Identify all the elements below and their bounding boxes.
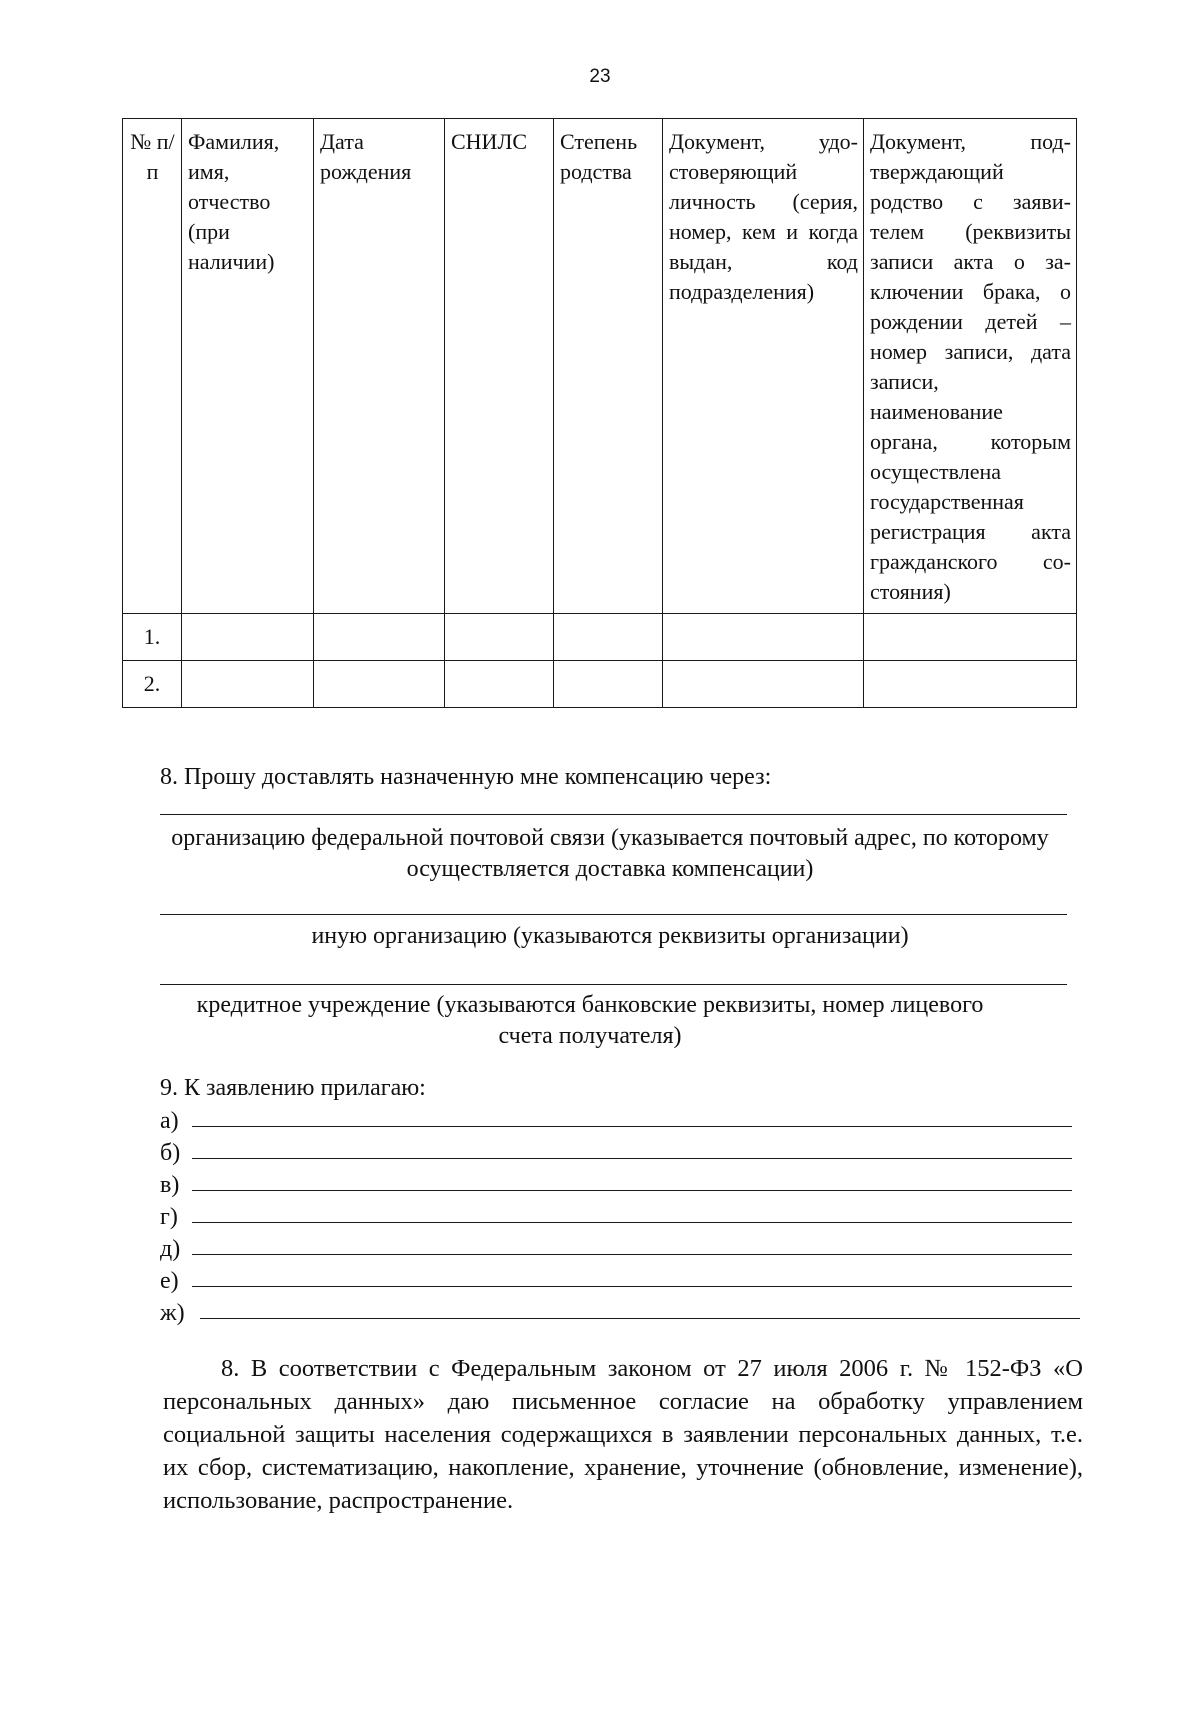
table-row xyxy=(123,614,1077,661)
attachment-label: д) xyxy=(160,1236,181,1262)
header-full-name: Фамилия, имя, отчество (при наличии) xyxy=(182,119,314,614)
page-number: 23 xyxy=(589,66,611,87)
bank-option-caption: кредитное учреждение (указываются банковские реквизиты, номер лицевого счета получателя) xyxy=(196,992,984,1049)
header-birth-date: Дата рождения xyxy=(314,119,445,614)
attachment-line[interactable] xyxy=(192,1126,1072,1127)
row-number: 1. xyxy=(123,614,182,661)
cell-snils[interactable] xyxy=(445,661,554,708)
attachment-line[interactable] xyxy=(192,1286,1072,1287)
attachment-label: ж) xyxy=(160,1300,185,1326)
cell-kinship-document[interactable] xyxy=(864,614,1077,661)
delivery-intro: 8. Прошу доставлять назначенную мне компенсацию через: xyxy=(160,764,772,790)
consent-paragraph: 8. В соответствии с Федеральным законом от 27 июля 2006 г. № 152-ФЗ «О персональных данных» даю письменное согласие на обработку управлением социальной защиты населения содержащихся в заявлении персональных данных, т.е. их сбор, систематизацию, накопление, хранение, уточнение (обновление, изменение), использование, распространение. xyxy=(163,1355,1083,1514)
relatives-table xyxy=(122,118,1077,708)
attachment-label: в) xyxy=(160,1172,180,1198)
attachment-label: г) xyxy=(160,1204,178,1230)
other-option-caption: иную организацию (указываются реквизиты организации) xyxy=(311,923,909,949)
header-snils: СНИЛС xyxy=(445,119,554,614)
cell-snils[interactable] xyxy=(445,614,554,661)
cell-kinship-document[interactable] xyxy=(864,661,1077,708)
header-identity-document: Документ, удо-стоверяющий личность (серия, номер, кем и когда выдан, код подразделения) xyxy=(663,119,864,614)
post-option-caption: организацию федеральной почтовой связи (указывается почтовый адрес, по которому осуществляется доставка компенсации) xyxy=(171,825,1049,882)
attachment-line[interactable] xyxy=(192,1190,1072,1191)
cell-relationship[interactable] xyxy=(554,614,663,661)
cell-identity-document[interactable] xyxy=(663,661,864,708)
attachment-label: а) xyxy=(160,1108,179,1134)
header-relationship: Степень родства xyxy=(554,119,663,614)
bank-details-line[interactable] xyxy=(160,984,1067,985)
other-organization-line[interactable] xyxy=(160,914,1067,915)
table-header-row xyxy=(123,119,1077,614)
cell-birth-date[interactable] xyxy=(314,661,445,708)
header-number: № п/п xyxy=(123,119,182,614)
attachment-line[interactable] xyxy=(200,1318,1080,1319)
cell-full-name[interactable] xyxy=(182,614,314,661)
header-kinship-document: Документ, под-тверждающий родство с заяви-телем (реквизиты записи акта о за-ключении брака, о рождении детей – номер записи, дата записи, наименование органа, которым осуществлена государственная регистрация акта гражданского со-стояния) xyxy=(864,119,1077,614)
cell-birth-date[interactable] xyxy=(314,614,445,661)
attachment-label: б) xyxy=(160,1140,181,1166)
cell-relationship[interactable] xyxy=(554,661,663,708)
row-number: 2. xyxy=(123,661,182,708)
cell-full-name[interactable] xyxy=(182,661,314,708)
attachment-line[interactable] xyxy=(192,1158,1072,1159)
attachment-label: е) xyxy=(160,1268,179,1294)
table-row xyxy=(123,661,1077,708)
attachment-line[interactable] xyxy=(192,1222,1072,1223)
attachments-intro: 9. К заявлению прилагаю: xyxy=(160,1075,426,1101)
post-address-line[interactable] xyxy=(160,814,1067,815)
attachment-line[interactable] xyxy=(192,1254,1072,1255)
cell-identity-document[interactable] xyxy=(663,614,864,661)
